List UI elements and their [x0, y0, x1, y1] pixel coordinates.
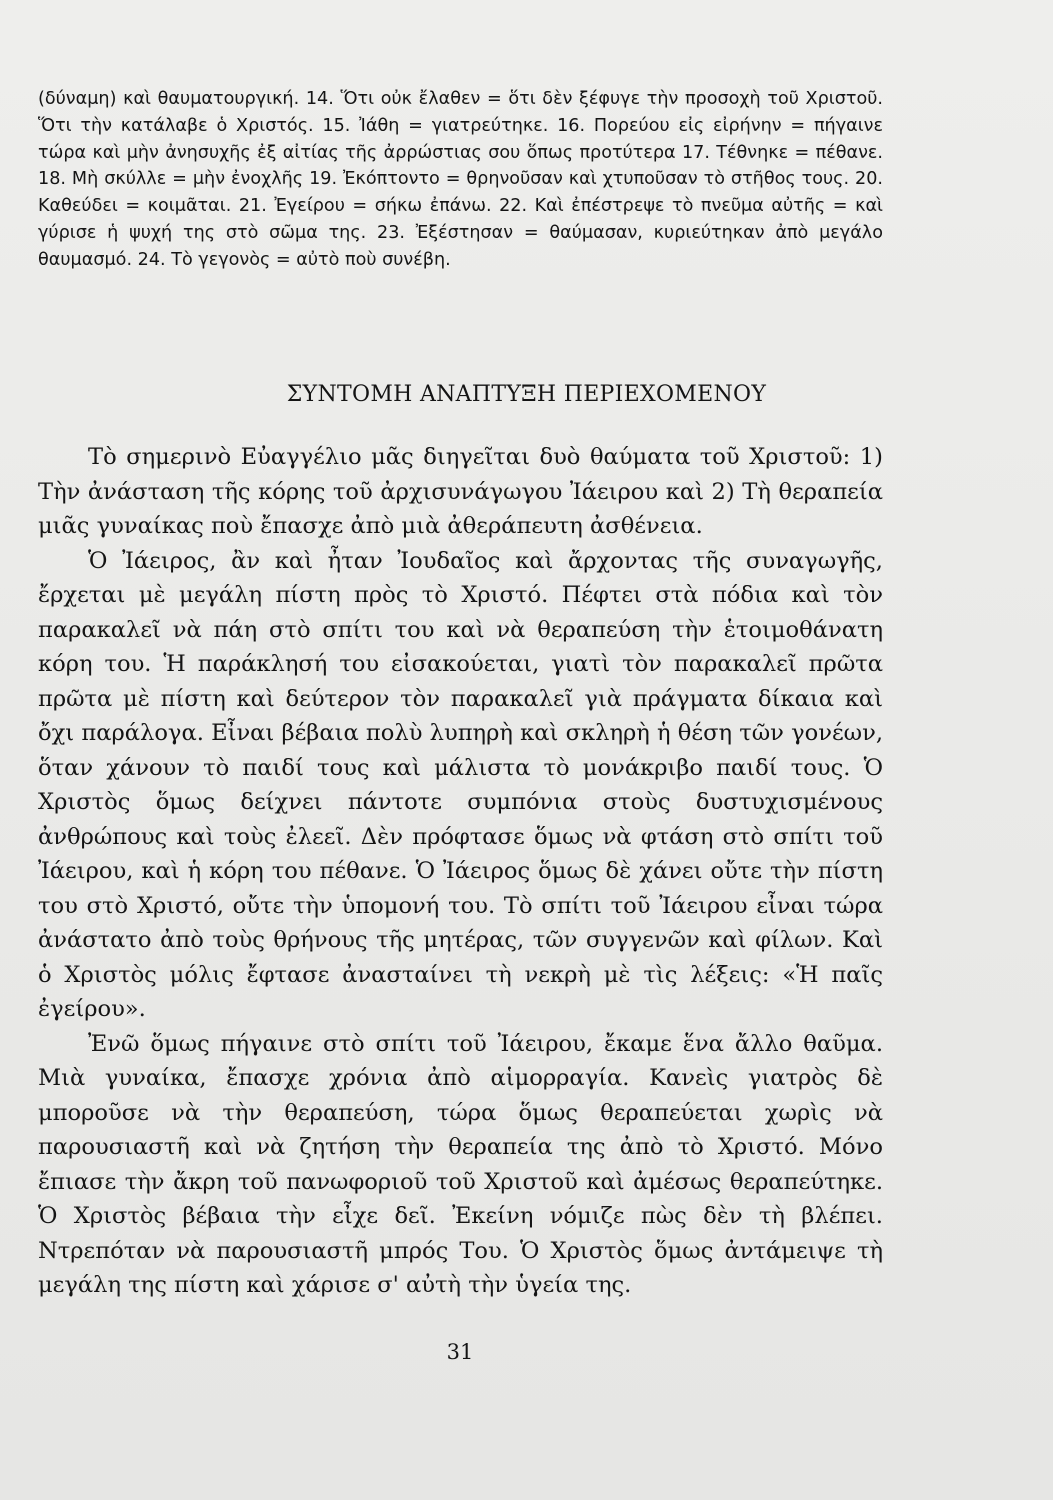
page-number: 31 — [446, 1340, 474, 1364]
body-text — [38, 440, 883, 1303]
paragraph: Ἐνῶ ὅμως πήγαινε στὸ σπίτι τοῦ Ἰάειρου, ἔκαμε ἕνα ἄλλο θαῦμα. Μιὰ γυναίκα, ἔπασχε χρόνια ἀπὸ αἱμορραγία. Κανεὶς γιατρὸς δὲ μποροῦσε νὰ τὴν θεραπεύση, τώρα ὅμως θεραπεύεται χωρὶς νὰ παρουσιαστῆ καὶ νὰ ζητήση τὴν θεραπεία της ἀπὸ τὸ Χριστό. Μόνο ἔπιασε τὴν ἄκρη τοῦ πανωφοριοῦ τοῦ Χριστοῦ καὶ ἀμέσως θεραπεύτηκε. Ὁ Χριστὸς βέβαια τὴν εἶχε δεῖ. Ἐκείνη νόμιζε πὼς δὲν τὴ βλέπει. Ντρεπόταν νὰ παρουσιαστῆ μπρός Του. Ὁ Χριστὸς ὅμως ἀντάμειψε τὴ μεγάλη της πίστη καὶ χάρισε σ' αὐτὴ τὴν ὑγεία της. — [38, 1030, 883, 1298]
paragraph: Ὁ Ἰάειρος, ἂν καὶ ἦταν Ἰουδαῖος καὶ ἄρχοντας τῆς συναγωγῆς, ἔρχεται μὲ μεγάλη πίστη πρὸς τὸ Χριστό. Πέφτει στὰ πόδια καὶ τὸν παρακαλεῖ νὰ πάη στὸ σπίτι του καὶ νὰ θεραπεύση τὴν ἑτοιμοθάνατη κόρη του. Ἡ παράκλησή του εἰσακούεται, γιατὶ τὸν παρακαλεῖ πρῶτα πρῶτα μὲ πίστη καὶ δεύτερον τὸν παρακαλεῖ γιὰ πράγματα δίκαια καὶ ὄχι παράλογα. Εἶναι βέβαια πολὺ λυπηρὴ καὶ σκληρὴ ἡ θέση τῶν γονέων, ὅταν χάνουν τὸ παιδί τους καὶ μάλιστα τὸ μονάκριβο παιδί τους. Ὁ Χριστὸς ὅμως δείχνει πάντοτε συμπόνια στοὺς δυστυχισμένους ἀνθρώπους καὶ τοὺς ἐλεεῖ. Δὲν πρόφτασε ὅμως νὰ φτάση στὸ σπίτι τοῦ Ἰάειρου, καὶ ἡ κόρη του πέθανε. Ὁ Ἰάειρος ὅμως δὲ χάνει οὔτε τὴν πίστη του στὸ Χριστό, οὔτε τὴν ὑπομονή του. Τὸ σπίτι τοῦ Ἰάειρου εἶναι τώρα ἀνάστατο ἀπὸ τοὺς θρήνους τῆς μητέρας, τῶν συγγενῶν καὶ φίλων. Καὶ ὁ Χριστὸς μόλις ἔφτασε ἀνασταίνει τὴ νεκρὴ μὲ τὶς λέξεις: «Ἡ παῖς ἐγείρου». — [38, 547, 883, 1022]
paragraph: Τὸ σημερινὸ Εὐαγγέλιο μᾶς διηγεῖται δυὸ θαύματα τοῦ Χριστοῦ: 1) Τὴν ἀνάσταση τῆς κόρης τοῦ ἀρχισυνάγωγου Ἰάειρου καὶ 2) Τὴ θεραπεία μιᾶς γυναίκας ποὺ ἔπασχε ἀπὸ μιὰ ἀθεράπευτη ἀσθένεια. — [38, 444, 883, 539]
section-heading: ΣΥΝΤΟΜΗ ΑΝΑΠΤΥΞΗ ΠΕΡΙΕΧΟΜΕΝΟΥ — [286, 382, 767, 407]
glossary-notes: (δύναμη) καὶ θαυματουργική. 14. Ὅτι οὐκ ἔλαθεν = ὅτι δὲν ξέφυγε τὴν προσοχὴ τοῦ Χριστοῦ. Ὅτι τὴν κατάλαβε ὁ Χριστός. 15. Ἰάθη = γιατρεύτηκε. 16. Πορεύου εἰς εἰρήνην = πήγαινε τώρα καὶ μὴν ἀνησυχῆς ἐξ αἰτίας τῆς ἀρρώστιας σου ὅπως προτύτερα 17. Τέθνηκε = πέθανε. 18. Μὴ σκύλλε = μὴν ἐνοχλῆς 19. Ἐκόπτοντο = θρηνοῦσαν καὶ χτυποῦσαν τὸ στῆθος τους. 20. Καθεύδει = κοιμᾶται. 21. Ἐγείρου = σήκω ἐπάνω. 22. Καὶ ἐπέστρεψε τὸ πνεῦμα αὐτῆς = καὶ γύρισε ἡ ψυχή της στὸ σῶμα της. 23. Ἐξέστησαν = θαύμασαν, κυριεύτηκαν ἀπὸ μεγάλο θαυμασμό. 24. Τὸ γεγονὸς = αὐτὸ ποὺ συνέβη. — [38, 89, 883, 270]
